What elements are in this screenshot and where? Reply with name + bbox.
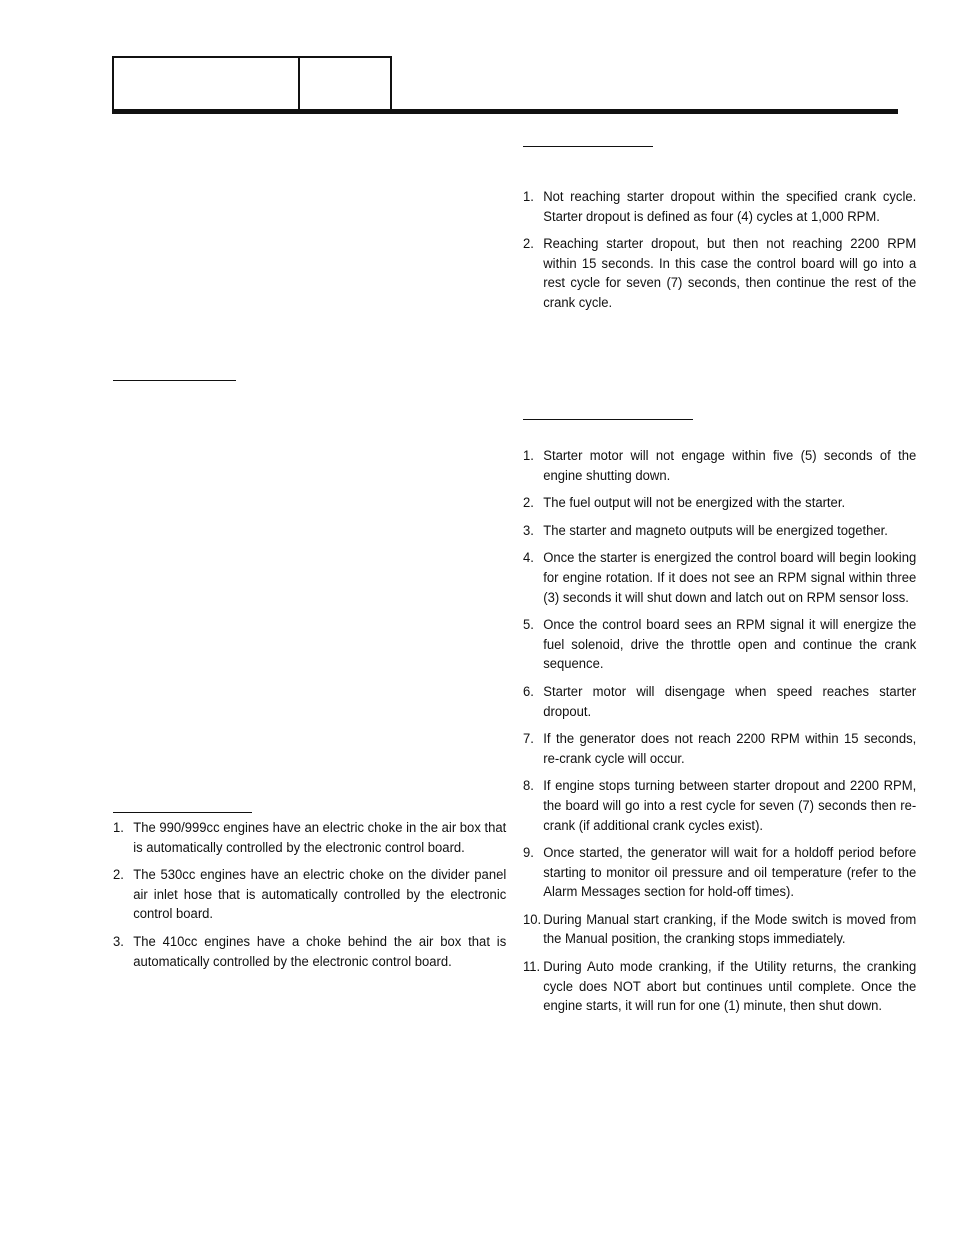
list-item: 9. Once started, the generator will wait for a holdoff period before starting to monitor oil pressure and oil temperature (refer to the Alarm Messages section for hold-off times). (523, 845, 917, 901)
list-item: 1. Starter motor will not engage within five (5) seconds of the engine shutting down. (523, 448, 917, 484)
cranking-list (523, 447, 917, 1025)
list-item: 11. During Auto mode cranking, if the Utility returns, the cranking cycle does NOT abort but continues until complete. Once the engine starts, it will run for one (1) minute, then shut down. (523, 959, 917, 1015)
list-item: 2. The fuel output will not be energized with the starter. (523, 495, 846, 512)
list-item: 8. If engine stops turning between starter dropout and 2200 RPM, the board will go into a rest cycle for seven (7) seconds then re-crank (if additional crank cycles exist). (523, 778, 917, 834)
list-item: 10. During Manual start cranking, if the Mode switch is moved from the Manual position, the cranking stops immediately. (523, 911, 917, 948)
list-item: 3. The 410cc engines have a choke behind the air box that is automatically controlled by the electronic control board. (113, 933, 507, 970)
choke-heading-rule (113, 812, 252, 813)
list-item: 2. Reaching starter dropout, but then not reaching 2200 RPM within 15 seconds. In this case the control board will go into a rest cycle for seven (7) seconds, then continue the rest of the crank cycle. (523, 236, 917, 311)
choke-list (113, 819, 507, 980)
list-item: 5. Once the control board sees an RPM signal it will energize the fuel solenoid, drive the throttle open and continue the crank sequence. (523, 617, 917, 673)
list-item: 3. The starter and magneto outputs will be energized together. (523, 522, 888, 539)
list-item: 1. Not reaching starter dropout within the specified crank cycle. Starter dropout is defined as four (4) cycles at 1,000 RPM. (523, 189, 917, 225)
header-page-cell (298, 56, 392, 110)
failed-start-list (523, 188, 917, 322)
header-section-cell (112, 56, 300, 110)
list-item: 2. The 530cc engines have an electric choke on the divider panel air inlet hose that is automatically controlled by the electronic control board. (113, 867, 507, 923)
list-item: 6. Starter motor will disengage when speed reaches starter dropout. (523, 683, 917, 720)
cranking-heading-rule (523, 419, 693, 420)
list-item: 7. If the generator does not reach 2200 RPM within 15 seconds, re-crank cycle will occur. (523, 731, 917, 767)
failed-start-heading-rule (523, 146, 653, 147)
header-rule (112, 109, 898, 114)
list-item: 1. The 990/999cc engines have an electric choke in the air box that is automatically controlled by the electronic control board. (113, 820, 507, 856)
left-heading-rule-1 (113, 380, 236, 381)
list-item: 4. Once the starter is energized the control board will begin looking for engine rotation. If it does not see an RPM signal within three (3) seconds it will shut down and latch out on RPM sensor loss. (523, 550, 917, 606)
